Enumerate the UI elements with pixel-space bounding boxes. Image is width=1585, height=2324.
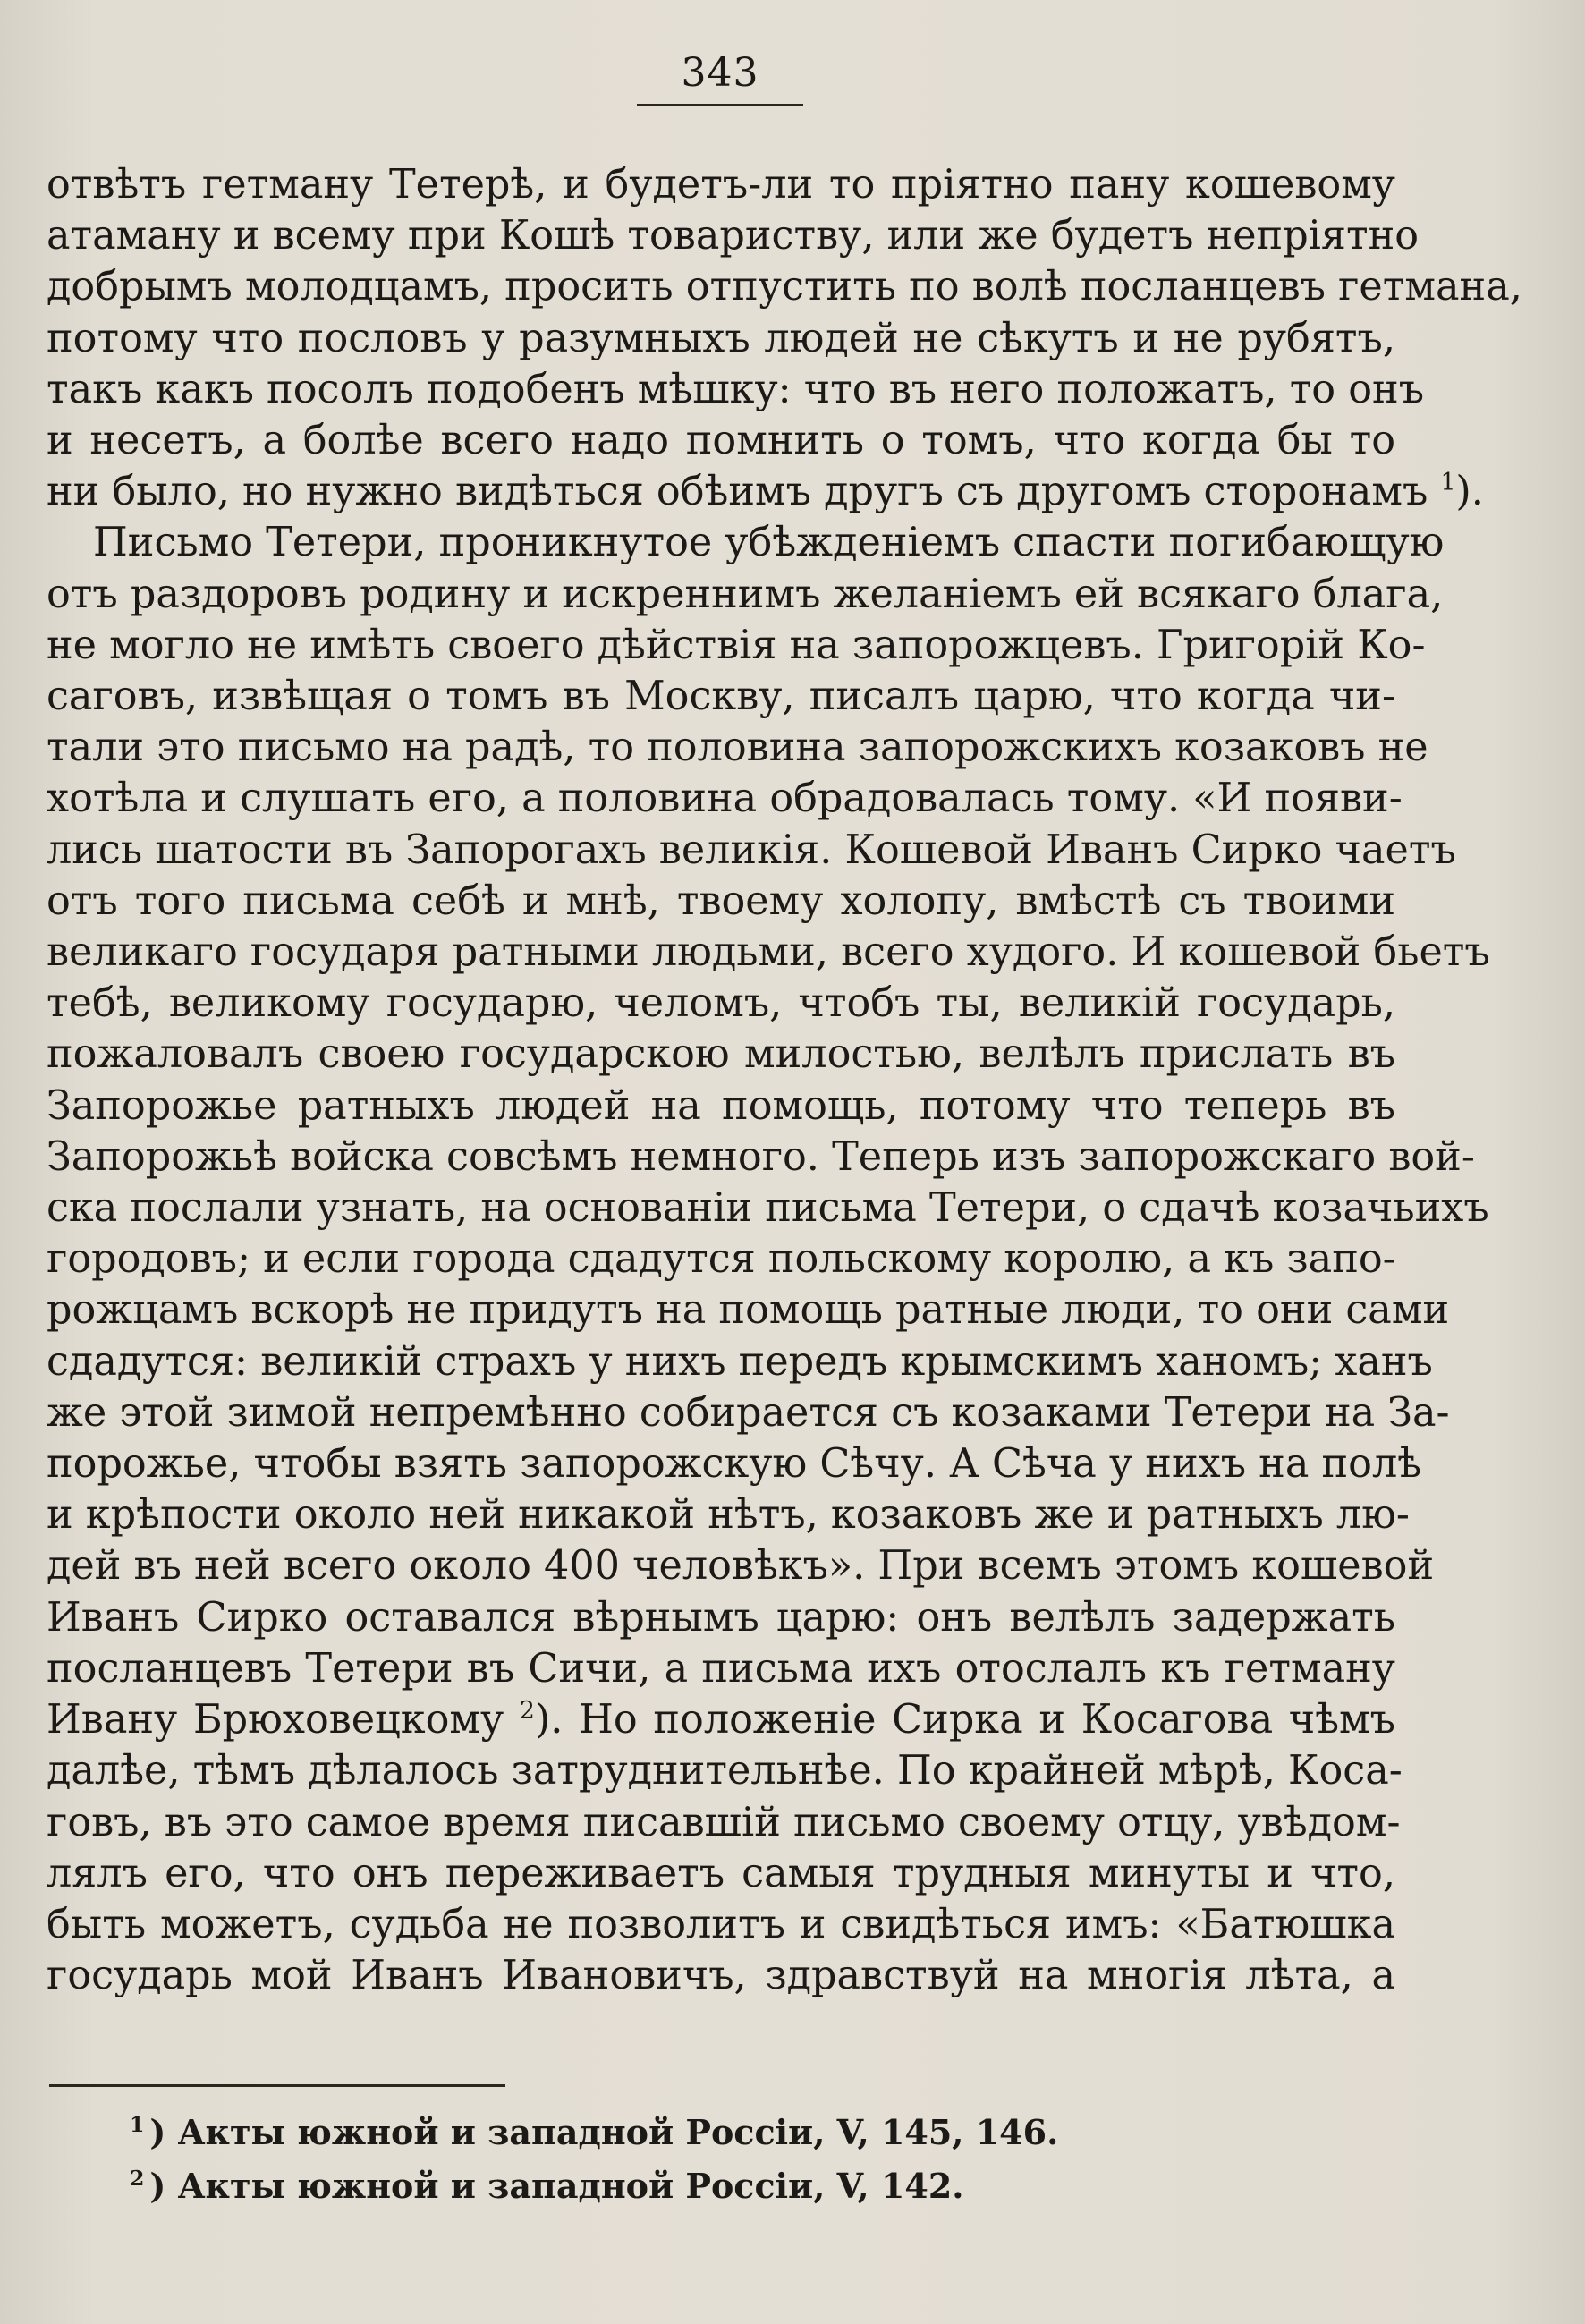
text-line: пожаловалъ своею государскою милостью, велѣлъ прислать въ bbox=[47, 1031, 1395, 1078]
text-line: далѣе, тѣмъ дѣлалось затруднительнѣе. По крайней мѣрѣ, Коса- bbox=[47, 1748, 1403, 1794]
text-line: и крѣпости около ней никакой нѣтъ, козаковъ же и ратныхъ лю- bbox=[47, 1492, 1410, 1539]
text-line: отъ того письма себѣ и мнѣ, твоему холопу, вмѣстѣ съ твоими bbox=[47, 878, 1395, 924]
text-line: порожье, чтобы взять запорожскую Сѣчу. А Сѣча у нихъ на полѣ bbox=[47, 1441, 1422, 1488]
text-line: добрымъ молодцамъ, просить отпустить по волѣ посланцевъ гетмана, bbox=[47, 264, 1522, 310]
footnote-2 bbox=[130, 2159, 1114, 2213]
footnote-text: ) Акты южной и западной Россіи, V, 142. bbox=[149, 2166, 964, 2206]
text-line: Письмо Тетери, проникнутое убѣжденіемъ спасти погибающую bbox=[93, 520, 1445, 566]
text-line-with-footnote bbox=[47, 1694, 1395, 1745]
footnote-mark: 2 bbox=[130, 2166, 145, 2192]
text-fragment: ). Но положеніе Сирка и Косагова чѣмъ bbox=[534, 1697, 1395, 1743]
footnote-ref-1: 1 bbox=[1440, 469, 1456, 497]
main-text bbox=[47, 159, 1522, 2001]
text-line: посланцевъ Тетери въ Сичи, а письма ихъ отослалъ къ гетману bbox=[47, 1645, 1395, 1692]
text-line: Иванъ Сирко оставался вѣрнымъ царю: онъ велѣлъ задержать bbox=[47, 1594, 1395, 1641]
text-line: Запорожьѣ войска совсѣмъ немного. Теперь изъ запорожскаго вой- bbox=[47, 1133, 1475, 1180]
text-line: тебѣ, великому государю, челомъ, чтобъ ты, великій государь, bbox=[47, 980, 1395, 1027]
text-fragment: ни было, но нужно видѣться обѣимъ другъ съ другомъ сторонамъ bbox=[47, 469, 1428, 515]
text-fragment: ). bbox=[1455, 469, 1484, 515]
text-line: такъ какъ посолъ подобенъ мѣшку: что въ него положатъ, то онъ bbox=[47, 366, 1425, 412]
text-line: отвѣтъ гетману Тетерѣ, и будетъ-ли то пріятно пану кошевому bbox=[47, 162, 1395, 208]
text-line: тали это письмо на радѣ, то половина запорожскихъ козаковъ не bbox=[47, 725, 1428, 771]
text-line: Запорожье ратныхъ людей на помощь, потому что теперь въ bbox=[47, 1082, 1395, 1129]
text-line: великаго государя ратными людьми, всего худого. И кошевой бьетъ bbox=[47, 929, 1490, 976]
footnotes bbox=[130, 2106, 1114, 2213]
text-fragment: Ивану Брюховецкому bbox=[47, 1697, 504, 1743]
text-line: не могло не имѣть своего дѣйствія на запорожцевъ. Григорій Ко- bbox=[47, 622, 1426, 668]
footnote-1 bbox=[130, 2106, 1114, 2159]
text-line: саговъ, извѣщая о томъ въ Москву, писалъ царю, что когда чи- bbox=[47, 674, 1395, 720]
footnote-ref-2: 2 bbox=[519, 1697, 535, 1726]
text-line: лялъ его, что онъ переживаетъ самыя трудныя минуты и что, bbox=[47, 1850, 1395, 1896]
text-line: ска послали узнать, на основаніи письма Тетери, о сдачѣ козачьихъ bbox=[47, 1185, 1489, 1232]
text-line: лись шатости въ Запорогахъ великія. Кошевой Иванъ Сирко чаетъ bbox=[47, 827, 1456, 873]
text-line: и несетъ, а болѣе всего надо помнить о томъ, что когда бы то bbox=[47, 418, 1395, 464]
text-line: быть можетъ, судьба не позволитъ и свидѣться имъ: «Батюшка bbox=[47, 1901, 1395, 1947]
text-line: рожцамъ вскорѣ не придутъ на помощь ратные люди, то они сами bbox=[47, 1287, 1450, 1334]
text-line: говъ, въ это самое время писавшій письмо своему отцу, увѣдом- bbox=[47, 1799, 1401, 1845]
text-line: отъ раздоровъ родину и искреннимъ желаніемъ ей всякаго блага, bbox=[47, 571, 1444, 617]
footnote-mark: 1 bbox=[130, 2112, 145, 2138]
footnote-text: ) Акты южной и западной Россіи, V, 145, 146. bbox=[149, 2112, 1059, 2152]
page-number-rule bbox=[637, 104, 803, 106]
text-line: дей въ ней всего около 400 человѣкъ». При всемъ этомъ кошевой bbox=[47, 1543, 1435, 1590]
text-line: же этой зимой непремѣнно собирается съ козаками Тетери на За- bbox=[47, 1389, 1450, 1436]
text-line: хотѣла и слушать его, а половина обрадовалась тому. «И появи- bbox=[47, 776, 1403, 822]
text-line: потому что пословъ у разумныхъ людей не сѣкутъ и не рубятъ, bbox=[47, 315, 1395, 361]
text-line: сдадутся: великій страхъ у нихъ передъ крымскимъ ханомъ; ханъ bbox=[47, 1338, 1433, 1385]
text-line: государь мой Иванъ Ивановичъ, здравствуй на многія лѣта, а bbox=[47, 1953, 1395, 1999]
text-line: атаману и всему при Кошѣ товариству, или же будетъ непріятно bbox=[47, 213, 1420, 259]
text-line: городовъ; и если города сдадутся польскому королю, а къ запо- bbox=[47, 1236, 1396, 1283]
page-number: 343 bbox=[681, 50, 759, 96]
text-line-with-footnote bbox=[47, 466, 1484, 517]
footnote-rule bbox=[49, 2084, 505, 2087]
